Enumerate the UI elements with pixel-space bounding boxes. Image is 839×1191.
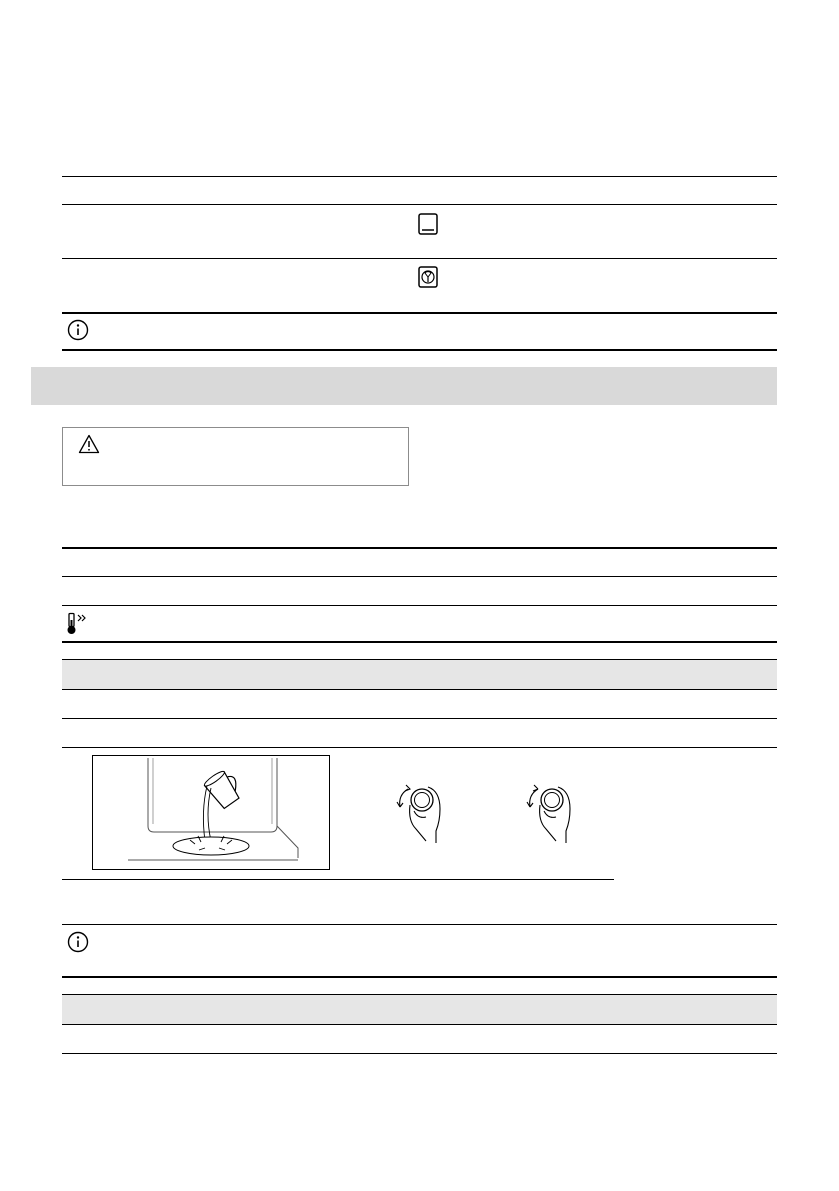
info-icon xyxy=(67,319,89,341)
figure-caption-rule xyxy=(62,879,614,880)
table1-bottom-rule xyxy=(62,349,777,351)
table1-row-divider xyxy=(62,258,777,259)
warning-box xyxy=(62,427,409,486)
table2-top-rule xyxy=(62,547,777,549)
table3-row-divider xyxy=(62,689,777,690)
section-heading-band xyxy=(31,367,777,405)
thermometer-fast-heat-icon xyxy=(65,612,91,636)
pour-water-drawing xyxy=(93,756,329,869)
table2-row-divider xyxy=(62,576,777,577)
table3-header-row xyxy=(62,660,777,689)
pour-water-illustration xyxy=(92,755,330,870)
warning-icon xyxy=(78,434,100,454)
oven-fan-icon xyxy=(418,266,438,288)
table4-bottom-rule xyxy=(62,1053,777,1054)
table3-row-divider xyxy=(62,747,777,748)
info-note-bottom-rule xyxy=(62,976,777,978)
table4-row-divider xyxy=(62,1024,777,1025)
table2-row-divider xyxy=(62,605,777,606)
table1-info-divider xyxy=(62,312,777,314)
table4-header-row xyxy=(62,995,777,1024)
table1-row-divider xyxy=(62,204,777,205)
knob-turn-clockwise-illustration xyxy=(522,775,578,845)
info-icon xyxy=(67,931,89,953)
table2-bottom-rule xyxy=(62,641,777,643)
table3-row-divider xyxy=(62,718,777,719)
oven-light-icon xyxy=(418,213,438,235)
table1-top-rule xyxy=(62,176,777,177)
info-note-top-rule xyxy=(62,924,777,925)
knob-turn-counterclockwise-illustration xyxy=(392,775,448,845)
